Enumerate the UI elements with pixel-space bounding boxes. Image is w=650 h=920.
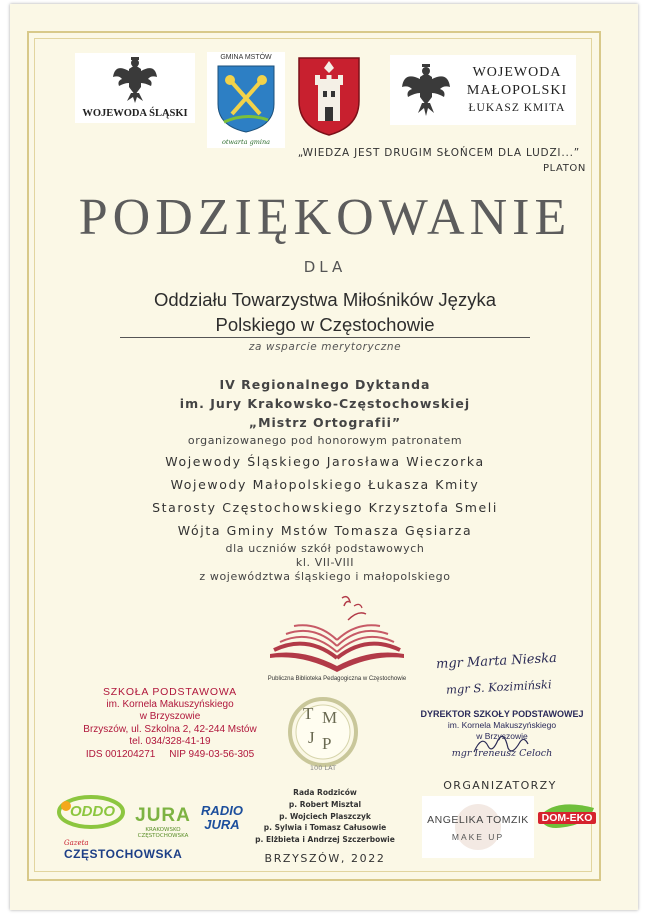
gmina-motto: otwarta gmina [221,138,271,146]
school-stamp-line-1: SZKOŁA PODSTAWOWA [103,686,237,698]
jura-sub-2: CZĘSTOCHOWSKA [137,833,189,839]
parents-council [250,787,400,846]
audience-line-1: dla uczniów szkół podstawowych [225,542,425,555]
tmjp-letter-t: T [303,704,314,723]
signature-2: mgr S. Kozimiński [445,677,552,697]
logo-wojewoda-malopolski [390,55,576,125]
tmjp-caption: 100 LAT [309,764,337,772]
dom-eko-label: DOM-EKO [541,812,593,824]
library-label: Publiczna Biblioteka Pedagogiczna w Częstochowie [267,676,407,682]
rada-line-3: p. Wojciech Plaszczyk [279,811,371,821]
organizers-label: ORGANIZATORZY [443,779,557,792]
quote-text: „WIEDZA JEST DRUGIM SŁOŃCEM DLA LUDZI...” [297,147,580,159]
school-stamp-line-5: tel. 034/328-41-19 [129,736,211,747]
tmjp-letter-m: M [322,708,338,727]
director-name: mgr Ireneusz Celoch [451,748,553,759]
reason-text: za wsparcie merytoryczne [248,341,402,353]
logo-gmina-mstow [207,52,285,148]
eagle-emblem-icon [75,53,195,105]
logo-jura [128,805,198,839]
rada-line-4: p. Sylwia i Tomasz Całusowie [263,823,387,833]
patron-3: Starosty Częstochowskiego Krzysztofa Smeli [152,500,498,515]
tomzik-label: ANGELIKA TOMZIK [427,814,529,826]
school-stamp-line-6: IDS 001204271 NIP 949-03-56-305 [85,748,255,760]
wojewoda-mp-line2: MAŁOPOLSKI [466,83,568,98]
logo-angelika-tomzik [422,796,534,858]
footer-place-date: BRZYSZÓW, 2022 [264,852,386,865]
tmjp-letter-p: P [322,734,332,753]
tmjp-letter-j: J [308,728,315,747]
logo-oddo [56,794,126,830]
gmina-label: GMINA MSTÓW [220,54,272,61]
dla-label: DLA [303,258,347,276]
event-line-1: IV Regionalnego Dyktanda [219,377,431,392]
makeup-label: MAKE UP [451,832,505,842]
oddo-label: ODDO [70,803,115,820]
event-line-2: im. Jury Krakowsko-Częstochowskiej [179,396,471,411]
coat-of-arms-tower-icon [296,55,362,137]
director-signature-scribble [470,732,530,758]
school-stamp-line-2: im. Kornela Makuszyńskiego [106,698,234,710]
school-stamp-line-4: Brzyszów, ul. Szkolna 2, 42-244 Mstów [83,723,257,735]
director-line-2: im. Kornela Makuszyńskiego [447,720,557,730]
logo-tmjp [286,694,360,776]
rada-line-5: p. Elżbieta i Andrzej Szczerbowie [255,835,395,845]
makeup-circle-icon [452,802,504,852]
library-book-logo-icon [262,592,412,676]
radio-label: RADIO [201,803,243,818]
eagle-emblem-icon [396,61,456,119]
logo-dom-eko [536,800,598,830]
patron-2: Wojewody Małopolskiego Łukasza Kmity [170,477,480,492]
school-stamp-line-3: w Brzyszowie [139,711,201,722]
event-line-3: „Mistrz Ortografii” [248,415,402,430]
recipient-name [110,287,540,337]
audience-line-2: kl. VII-VIII [295,556,355,569]
quote-author: PLATON [543,163,586,174]
logo-wojewoda-slaski [75,53,195,123]
certificate-title: PODZIĘKOWANIE [78,189,572,246]
signature-1: mgr Marta Nieska [435,650,558,673]
director-line-1: DYREKTOR SZKOŁY PODSTAWOWEJ [420,709,584,719]
audience-line-3: z województwa śląskiego i małopolskiego [199,570,451,583]
rada-line-2: p. Robert Misztal [288,799,362,809]
wojewoda-mp-name: ŁUKASZ KMITA [468,102,566,114]
patron-1: Wojewody Śląskiego Jarosława Wieczorka [165,454,485,469]
jura-label: JURA [135,805,191,826]
recipient-line-2: Polskiego w Częstochowie [215,314,435,335]
patronage-intro: organizowanego pod honorowym patronatem [187,434,463,447]
rada-line-1: Rada Rodziców [293,788,357,797]
gazeta-small-label: Gazeta [64,839,89,847]
gmina-shield-icon [216,64,276,134]
jura-sub-1: KRAKOWSKO [145,827,181,833]
logo-wojewoda-slaski-label: WOJEWODA ŚLĄSKI [82,108,188,119]
logo-radio-jura [196,804,248,832]
wojewoda-mp-line1: WOJEWODA [472,65,562,80]
school-stamp [70,686,270,761]
recipient-line-1: Oddziału Towarzystwa Miłośników Języka [153,289,497,310]
recipient-underline [120,337,530,338]
patron-4: Wójta Gminy Mstów Tomasza Gęsiarza [177,523,473,538]
director-line-3: w Brzyszowie [476,731,528,741]
gazeta-label: CZĘSTOCHOWSKA [64,847,183,861]
radio-jura-label: JURA [204,817,240,832]
